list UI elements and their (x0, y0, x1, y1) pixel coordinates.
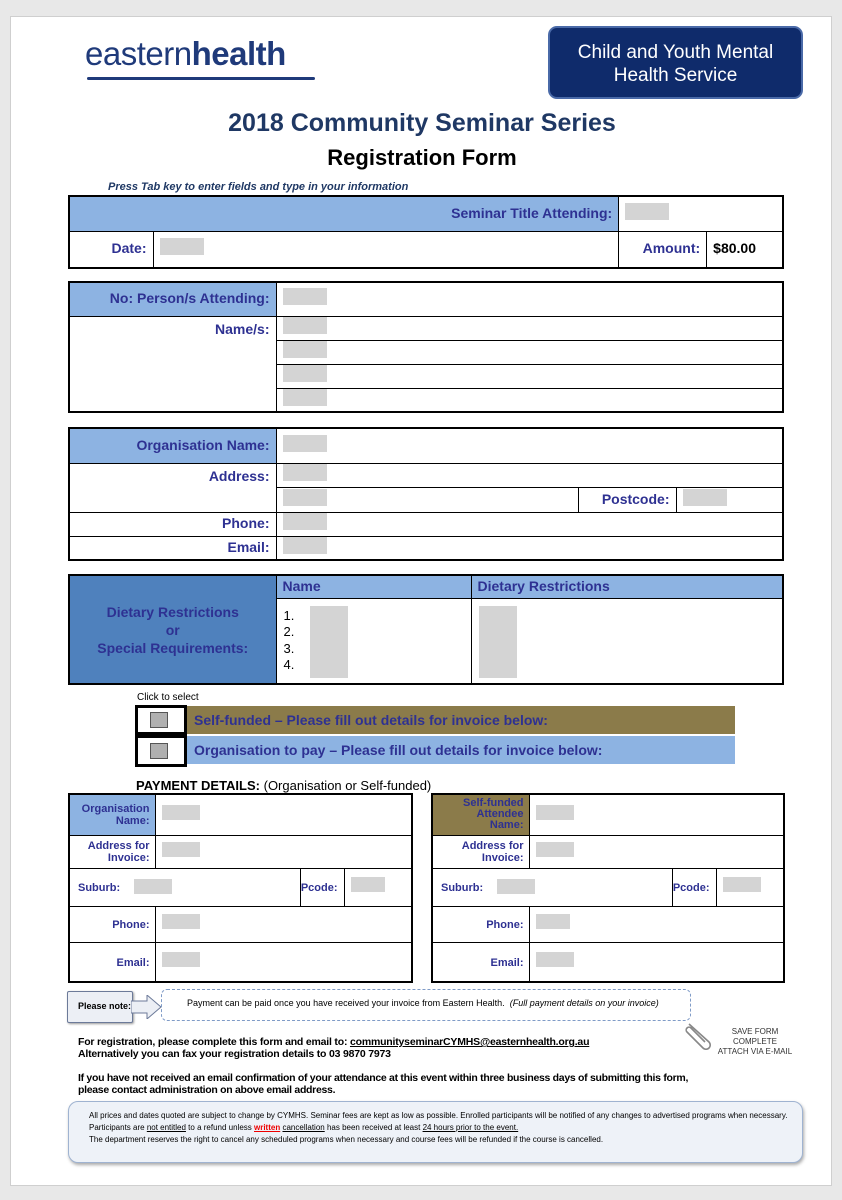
pay-left-phone-label-cell (69, 906, 155, 942)
pay-right-name-input[interactable] (536, 805, 574, 820)
phone-input[interactable] (283, 513, 327, 530)
service-line-1: Child and Youth Mental (577, 42, 774, 63)
org-pay-option[interactable] (187, 736, 735, 764)
address-input-1[interactable] (283, 464, 327, 481)
disclaimer-cancellation: cancellation (282, 1123, 325, 1132)
email-cell (276, 536, 783, 560)
dietary-number-1: 1. (283, 607, 295, 623)
pay-left-addr-cell (155, 835, 412, 868)
names-label-cell (69, 316, 276, 412)
org-name-label-cell (69, 428, 276, 463)
arrow-right-icon (131, 995, 163, 1019)
email-label: Email: (227, 538, 270, 555)
pay-left-name-cell (155, 794, 412, 835)
pay-right-phone-label: Phone: (486, 919, 524, 931)
disclaimer-part-1: All prices and dates quoted are subject to change by CYMHS. Seminar fees are kept as low as possible. Enrolled participants will be notified of any changes to advertised programs when necessary. Participants are (89, 1111, 788, 1132)
pay-left-addr-label-2: Invoice: (107, 851, 150, 864)
name-row (276, 316, 783, 340)
pay-right-email-label-cell (432, 942, 529, 982)
dietary-side-line-3: Special Requirements: (97, 639, 249, 656)
pay-right-pcode-label: Pcode: (672, 882, 710, 894)
dietary-col-restrictions-label: Dietary Restrictions (477, 577, 610, 594)
pay-left-email-label: Email: (116, 956, 150, 969)
pay-right-email-input[interactable] (536, 952, 574, 967)
payment-heading-bold: PAYMENT DETAILS: (136, 778, 260, 793)
pay-right-suburb-input[interactable] (497, 879, 535, 894)
disclaimer-written: written (254, 1123, 281, 1132)
email-input[interactable] (283, 537, 327, 554)
service-line-2: Health Service (613, 65, 738, 86)
pay-right-suburb-cell (432, 868, 672, 906)
pay-right-email-cell (529, 942, 784, 982)
amount-cell (707, 231, 783, 268)
pay-right-phone-label-cell (432, 906, 529, 942)
dietary-col-name (276, 575, 471, 598)
pay-left-pcode-cell (344, 868, 412, 906)
self-funded-label: Self-funded – Please fill out details for invoice below: (194, 712, 548, 728)
pay-right-addr-label-2: Invoice: (481, 851, 524, 864)
pay-right-name-label-1: Self-funded (463, 797, 524, 810)
org-name-label: Organisation Name: (136, 436, 270, 453)
name-row (276, 388, 783, 412)
phone-cell (276, 512, 783, 536)
pay-left-name-label-cell (69, 794, 155, 835)
name-input-2[interactable] (283, 341, 327, 358)
amount-value: $80.00 (713, 240, 756, 257)
seminar-table (68, 195, 784, 269)
dietary-col-restrictions (471, 575, 783, 598)
payment-right-table (431, 793, 785, 983)
payment-note-text: Payment can be paid once you have received your invoice from Eastern Health. (187, 998, 505, 1008)
disclaimer-box (68, 1101, 803, 1163)
self-funded-checkbox[interactable] (150, 712, 168, 728)
postcode-label: Postcode: (601, 490, 670, 507)
pay-right-name-label-3: Name: (489, 819, 524, 832)
seminar-title-label: Seminar Title Attending: (451, 204, 613, 221)
pay-left-addr-input[interactable] (162, 842, 200, 857)
pay-right-name-cell (529, 794, 784, 835)
amount-label-cell (619, 231, 707, 268)
pay-right-suburb-label: Suburb: (441, 882, 484, 894)
pay-right-phone-input[interactable] (536, 914, 570, 929)
pay-left-phone-label: Phone: (112, 919, 150, 931)
save-form-line-3: ATTACH VIA E-MAIL (717, 1047, 793, 1056)
payment-note-box (161, 989, 691, 1021)
pay-left-phone-cell (155, 906, 412, 942)
registration-text (78, 1036, 589, 1060)
eastern-health-logo (85, 35, 286, 73)
name-input-3[interactable] (283, 365, 327, 382)
payment-left-table (68, 793, 413, 983)
persons-count-label-cell (69, 282, 276, 316)
amount-label: Amount: (642, 240, 701, 257)
seminar-title-label-cell (69, 196, 619, 231)
pay-left-addr-label-cell (69, 835, 155, 868)
disclaimer-part-2: to a refund unless (185, 1123, 254, 1132)
persons-count-cell (276, 282, 783, 316)
dietary-number-2: 2. (283, 624, 295, 639)
confirmation-text (78, 1072, 778, 1096)
save-form-line-1: SAVE FORM (731, 1027, 779, 1036)
pay-left-suburb-input[interactable] (134, 879, 172, 894)
pay-right-pcode-cell (716, 868, 784, 906)
address-line-2-cell (276, 487, 578, 512)
dietary-side-line-2: or (165, 621, 180, 638)
dietary-number-3: 3. (283, 640, 295, 656)
org-name-cell (276, 428, 783, 463)
registration-email-link[interactable]: communityseminarCYMHS@easternhealth.org.au (349, 1036, 590, 1048)
name-row (276, 340, 783, 364)
dietary-restrictions-input[interactable] (479, 606, 517, 678)
payment-heading-rest: (Organisation or Self-funded) (260, 778, 432, 793)
org-name-input[interactable] (283, 435, 327, 452)
logo-light-text: eastern (85, 35, 192, 72)
pay-right-addr-input[interactable] (536, 842, 574, 857)
email-label-cell (69, 536, 276, 560)
please-note-label: Please note: (78, 1001, 132, 1011)
pay-left-email-label-cell (69, 942, 155, 982)
persons-count-input[interactable] (283, 288, 327, 305)
address-label: Address: (208, 467, 270, 484)
seminar-title-input[interactable] (625, 203, 669, 220)
date-input[interactable] (160, 238, 204, 255)
pay-right-name-label-2: Attendee (476, 808, 524, 821)
self-funded-checkbox-frame[interactable] (135, 705, 187, 735)
service-badge (548, 26, 803, 99)
disclaimer-part-5: The department reserves the right to cancel any scheduled programs when necessary and course fees will be refunded if the course is cancelled. (89, 1135, 604, 1144)
date-label-cell (69, 231, 153, 268)
dietary-side-line-1: Dietary Restrictions (106, 603, 239, 620)
pay-right-pcode-input[interactable] (723, 877, 761, 892)
persons-table (68, 281, 784, 413)
date-cell (153, 231, 619, 268)
pay-right-phone-cell (529, 906, 784, 942)
address-label-cell (69, 463, 276, 512)
org-pay-checkbox[interactable] (150, 743, 168, 759)
dietary-restrictions-cell (471, 598, 783, 684)
seminar-title-cell (619, 196, 783, 231)
pay-left-suburb-cell (69, 868, 300, 906)
dietary-side-label-cell (69, 575, 276, 684)
pay-right-pcode-label-cell (672, 868, 716, 906)
pay-left-pcode-label: Pcode: (300, 882, 338, 894)
instruction-text: Press Tab key to enter fields and type in your information (108, 181, 409, 193)
self-funded-option[interactable] (187, 706, 735, 734)
registration-line-2: Alternatively you can fax your registration details to 03 9870 7973 (78, 1048, 391, 1060)
disclaimer-not-entitled: not entitled (146, 1123, 186, 1132)
form-page (10, 16, 832, 1186)
postcode-cell (676, 487, 783, 512)
name-input-4[interactable] (283, 389, 327, 406)
pay-left-name-label-1: Organisation (81, 802, 150, 815)
persons-count-label: No: Person/s Attending: (109, 290, 270, 307)
pay-right-addr-cell (529, 835, 784, 868)
pay-left-addr-label-1: Address for (87, 839, 150, 852)
disclaimer-hours: 24 hours prior to the event. (422, 1123, 519, 1132)
date-label: Date: (111, 240, 147, 257)
pay-right-name-label-cell (432, 794, 529, 835)
postcode-label-cell (578, 487, 676, 512)
postcode-input[interactable] (683, 489, 727, 506)
phone-label-cell (69, 512, 276, 536)
save-form-note (707, 1027, 803, 1057)
dietary-names-cell (276, 598, 471, 684)
logo-bold-text: health (191, 35, 286, 72)
please-note-tag (67, 991, 133, 1023)
click-hint: Click to select (137, 692, 199, 703)
organisation-table (68, 427, 784, 561)
pay-right-addr-label-cell (432, 835, 529, 868)
registration-line-1: For registration, please complete this form and email to: (78, 1036, 350, 1048)
pay-left-pcode-input[interactable] (351, 877, 385, 892)
page-subtitle: Registration Form (327, 145, 517, 170)
name-input-1[interactable] (283, 317, 327, 334)
dietary-col-name-label: Name (282, 577, 321, 594)
payment-heading (136, 778, 431, 793)
disclaimer-text (89, 1110, 788, 1134)
payment-note-italic: (Full payment details on your invoice) (509, 998, 659, 1008)
logo-underline (87, 77, 315, 80)
pay-left-name-input[interactable] (162, 805, 200, 820)
org-pay-label: Organisation to pay – Please fill out details for invoice below: (194, 742, 603, 758)
pay-left-email-cell (155, 942, 412, 982)
names-label: Name/s: (215, 320, 270, 337)
pay-right-email-label: Email: (490, 956, 524, 969)
pay-left-pcode-label-cell (300, 868, 344, 906)
pay-left-suburb-label: Suburb: (78, 882, 121, 894)
dietary-names-input[interactable] (310, 606, 348, 678)
disclaimer-part-4: has been received at least (324, 1123, 423, 1132)
confirmation-line-1: If you have not received an email confirmation of your attendance at this event within three business days of submitting this form, (78, 1072, 689, 1084)
address-line-1-cell (276, 463, 783, 487)
page-title: 2018 Community Seminar Series (228, 109, 616, 137)
address-input-2[interactable] (283, 489, 327, 506)
pay-left-name-label-2: Name: (115, 814, 150, 827)
confirmation-line-2: please contact administration on above email address. (78, 1084, 336, 1096)
pay-left-email-input[interactable] (162, 952, 200, 967)
pay-right-addr-label-1: Address for (461, 839, 524, 852)
pay-left-phone-input[interactable] (162, 914, 200, 929)
dietary-number-4: 4. (283, 657, 295, 672)
org-pay-checkbox-frame[interactable] (135, 735, 187, 767)
dietary-table (68, 574, 784, 685)
name-row (276, 364, 783, 388)
save-form-line-2: COMPLETE (732, 1037, 777, 1046)
phone-label: Phone: (222, 515, 270, 531)
